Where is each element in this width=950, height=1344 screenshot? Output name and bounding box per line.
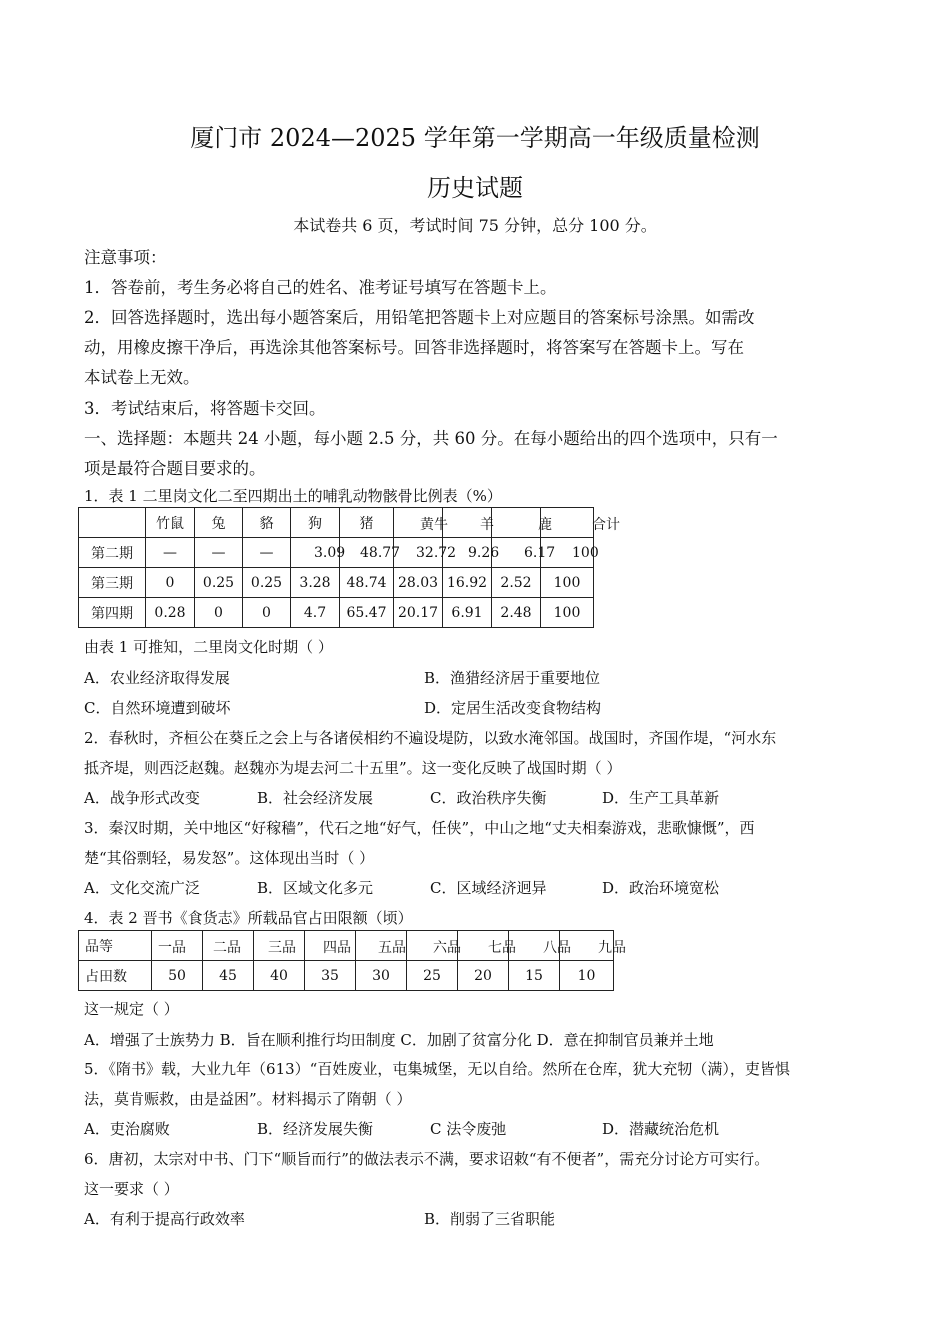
table-cell: 100 bbox=[541, 568, 594, 598]
table-header-cell: 九品 bbox=[598, 940, 626, 956]
table-cell: 6.17 bbox=[524, 545, 556, 561]
option-c: C 法令废弛 bbox=[430, 1120, 507, 1138]
table-header-cell: 羊 bbox=[480, 517, 494, 533]
option-c: C．区域经济迥异 bbox=[430, 879, 547, 897]
table-header-cell: 五品 bbox=[378, 940, 406, 956]
table-cell: 35 bbox=[305, 961, 356, 991]
exam-info: 本试卷共 6 页，考试时间 75 分钟，总分 100 分。 bbox=[293, 216, 657, 235]
table-header-cell: 二品 bbox=[213, 940, 241, 956]
table-header-cell: 七品 bbox=[488, 940, 516, 956]
table-cell: 0.28 bbox=[146, 598, 195, 628]
table-cell: 65.47 bbox=[340, 598, 394, 628]
q5-stem: 5．《隋书》载，大业九年（613）“百姓废业，屯集城堡，无以自给。然所在仓库，犹大充牣（满），吏皆惧 bbox=[84, 1060, 790, 1078]
table-cell: 2.52 bbox=[492, 568, 541, 598]
table-header-cell: 六品 bbox=[433, 940, 461, 956]
table-cell: 3.28 bbox=[291, 568, 340, 598]
table-cell: — bbox=[195, 538, 243, 568]
q4-question: 这一规定（ ） bbox=[84, 1000, 179, 1018]
option-c: C．政治秩序失衡 bbox=[430, 789, 547, 807]
table-cell: 100 bbox=[572, 545, 599, 561]
option-a: A．农业经济取得发展 bbox=[84, 669, 230, 687]
option-d: D．政治环境宽松 bbox=[602, 879, 720, 897]
table-row bbox=[79, 568, 594, 598]
table-cell: 0.25 bbox=[195, 568, 243, 598]
row-label: 品等 bbox=[79, 931, 152, 961]
table-row bbox=[79, 961, 614, 991]
q3-stem: 3．秦汉时期，关中地区“好稼穑”，代石之地“好气，任侠”，中山之地“丈夫相秦游戏，悲歌慷慨”，西 bbox=[84, 819, 755, 837]
section-heading: 一、选择题：本题共 24 小题，每小题 2.5 分，共 60 分。在每小题给出的四个选项中，只有一 bbox=[84, 429, 778, 448]
q6-stem-cont: 这一要求（ ） bbox=[84, 1180, 179, 1198]
table-cell: 25 bbox=[407, 961, 458, 991]
option-b: B．经济发展失衡 bbox=[257, 1120, 374, 1138]
table-cell: 40 bbox=[254, 961, 305, 991]
table-cell: 45 bbox=[203, 961, 254, 991]
table-header-cell: 竹鼠 bbox=[146, 508, 195, 538]
table-header-cell: 狗 bbox=[291, 508, 340, 538]
option-b: B．削弱了三省职能 bbox=[424, 1210, 556, 1228]
table-cell: 48.77 bbox=[360, 545, 401, 561]
table-cell: 3.09 bbox=[314, 545, 346, 561]
option-a: A．战争形式改变 bbox=[84, 789, 200, 807]
q5-stem-cont: 法，莫肯赈救，由是益困”。材料揭示了隋朝（ ） bbox=[84, 1090, 412, 1108]
table-cell: — bbox=[243, 538, 291, 568]
table-cell: 6.91 bbox=[443, 598, 492, 628]
table-header-cell: 四品 bbox=[323, 940, 351, 956]
table-cell: 30 bbox=[356, 961, 407, 991]
table-header-cell: 猪 bbox=[340, 508, 394, 538]
table-header-cell: 八品 bbox=[543, 940, 571, 956]
note-item: 1．答卷前，考生务必将自己的姓名、准考证号填写在答题卡上。 bbox=[84, 278, 557, 297]
table-cell: 50 bbox=[152, 961, 203, 991]
option-d: D．定居生活改变食物结构 bbox=[424, 699, 602, 717]
q2-stem: 2．春秋时，齐桓公在葵丘之会上与各诸侯相约不遍设堤防，以致水淹邻国。战国时，齐国作堤，“河水东 bbox=[84, 729, 777, 747]
section-heading-cont: 项是最符合题目要求的。 bbox=[84, 459, 266, 478]
note-item: 2．回答选择题时，选出每小题答案后，用铅笔把答题卡上对应题目的答案标号涂黑。如需改 bbox=[84, 308, 755, 327]
table-cell: 100 bbox=[541, 598, 594, 628]
row-label: 第三期 bbox=[79, 568, 146, 598]
q3-stem-cont: 楚“其俗剽轻，易发怒”。这体现出当时（ ） bbox=[84, 849, 375, 867]
table-header-cell: 兔 bbox=[195, 508, 243, 538]
table-cell: 48.74 bbox=[340, 568, 394, 598]
table-cell: 10 bbox=[560, 961, 614, 991]
option-b: B．社会经济发展 bbox=[257, 789, 374, 807]
q2-stem-cont: 抵齐堤，则西泛赵魏。赵魏亦为堤去河二十五里”。这一变化反映了战国时期（ ） bbox=[84, 759, 622, 777]
table-cell: 4.7 bbox=[291, 598, 340, 628]
option-d: D．生产工具革新 bbox=[602, 789, 720, 807]
note-item: 动，用橡皮擦干净后，再选涂其他答案标号。回答非选择题时，将答案写在答题卡上。写在 bbox=[84, 338, 744, 357]
table-cell: 0 bbox=[243, 598, 291, 628]
option-a: A．吏治腐败 bbox=[84, 1120, 170, 1138]
option-d: D．潜藏统治危机 bbox=[602, 1120, 720, 1138]
q1-question: 由表 1 可推知，二里岗文化时期（ ） bbox=[84, 638, 333, 656]
option-a: A．文化交流广泛 bbox=[84, 879, 200, 897]
table-row bbox=[79, 598, 594, 628]
row-label: 第二期 bbox=[79, 538, 146, 568]
table-header-cell: 黄牛 bbox=[420, 517, 448, 533]
table-header-cell: 貉 bbox=[243, 508, 291, 538]
option-b: B．区域文化多元 bbox=[257, 879, 374, 897]
row-label: 第四期 bbox=[79, 598, 146, 628]
table-cell: 2.48 bbox=[492, 598, 541, 628]
q6-stem: 6．唐初，太宗对中书、门下“顺旨而行”的做法表示不满，要求诏敕“有不便者”，需充分讨论方可实行。 bbox=[84, 1150, 770, 1168]
table-cell: 0 bbox=[146, 568, 195, 598]
subject-title: 历史试题 bbox=[427, 174, 523, 202]
notes-heading: 注意事项： bbox=[84, 248, 167, 267]
note-item: 本试卷上无效。 bbox=[84, 368, 200, 387]
table-cell: 0 bbox=[195, 598, 243, 628]
q4-options: A．增强了士族势力 B．旨在顺利推行均田制度 C．加剧了贫富分化 D．意在抑制官员兼并土地 bbox=[84, 1031, 714, 1049]
exam-title: 厦门市 2024—2025 学年第一学期高一年级质量检测 bbox=[190, 124, 760, 152]
table-cell: 16.92 bbox=[443, 568, 492, 598]
table-cell: 20.17 bbox=[394, 598, 443, 628]
row-label: 占田数 bbox=[79, 961, 152, 991]
option-b: B．渔猎经济居于重要地位 bbox=[424, 669, 601, 687]
note-item: 3．考试结束后，将答题卡交回。 bbox=[84, 399, 326, 418]
q1-table bbox=[78, 507, 594, 628]
option-c: C．自然环境遭到破坏 bbox=[84, 699, 231, 717]
table-header-cell: 三品 bbox=[268, 940, 296, 956]
table-cell: 9.26 bbox=[468, 545, 500, 561]
option-a: A．有利于提高行政效率 bbox=[84, 1210, 245, 1228]
table-cell: 28.03 bbox=[394, 568, 443, 598]
q1-stem: 1．表 1 二里岗文化二至四期出土的哺乳动物骸骨比例表（%） bbox=[84, 487, 502, 505]
table-cell: 32.72 bbox=[416, 545, 457, 561]
q4-stem: 4．表 2 晋书《食货志》所载品官占田限额（顷） bbox=[84, 909, 413, 927]
table-cell: 15 bbox=[509, 961, 560, 991]
table-row bbox=[79, 508, 594, 538]
table-header-cell: 鹿 bbox=[538, 517, 552, 533]
table-cell: 20 bbox=[458, 961, 509, 991]
table-header-cell: 一品 bbox=[158, 940, 186, 956]
table-cell: 0.25 bbox=[243, 568, 291, 598]
table-cell: — bbox=[146, 538, 195, 568]
table-header-cell: 合计 bbox=[592, 517, 620, 533]
